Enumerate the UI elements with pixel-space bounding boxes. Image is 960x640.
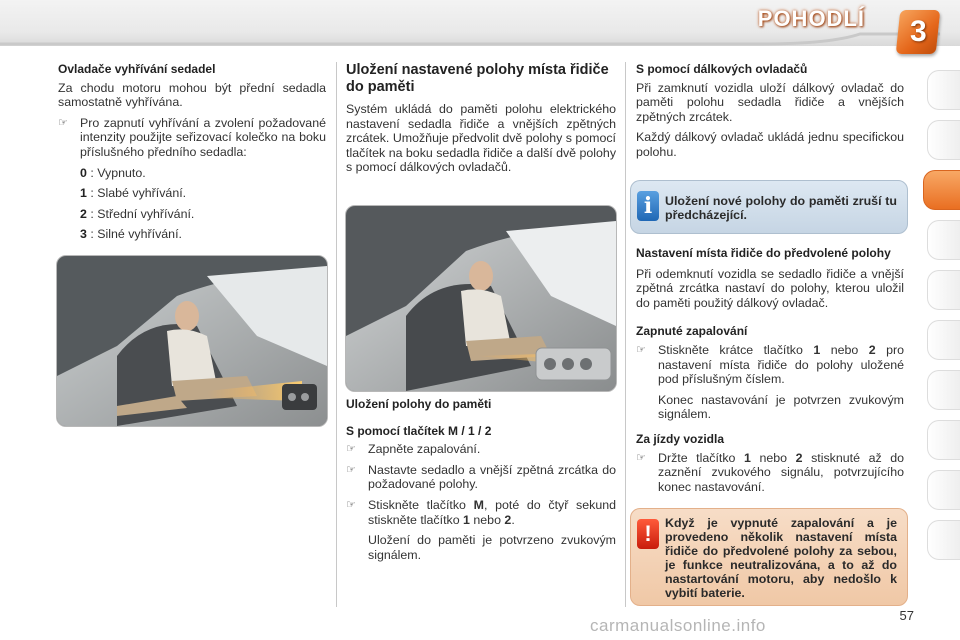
remote-paragraph-1: Při zamknutí vozidla uloží dálkový ovladač do paměti polohu sedadla řidiče a vnějších zpětných zrcátek. — [636, 80, 904, 124]
thumb-tab-7[interactable] — [927, 370, 960, 410]
step-ignition: ☞ Zapněte zapalování. — [346, 442, 481, 457]
header-swoosh — [0, 30, 940, 48]
heat-level-1: 1 : Slabé vyhřívání. — [80, 186, 187, 201]
remote-paragraph-2: Každý dálkový ovladač ukládá jednu specifickou polohu. — [636, 130, 904, 159]
store-position-heading: Uložení polohy do paměti — [346, 397, 492, 411]
heat-level-2: 2 : Střední vyhřívání. — [80, 206, 195, 221]
ignition-heading: Zapnuté zapalování — [636, 324, 748, 339]
thumb-tab-6[interactable] — [927, 320, 960, 360]
seat-heating-heading: Ovladače vyhřívání sedadel — [58, 62, 216, 76]
driving-heading: Za jízdy vozidla — [636, 431, 725, 446]
memory-buttons-illustration — [346, 206, 616, 391]
memory-confirm-text: Uložení do paměti je potvrzeno zvukovým signálem. — [368, 533, 616, 562]
page-number: 57 — [899, 608, 914, 624]
hand-pointer-icon: ☞ — [346, 498, 356, 511]
side-thumb-tabs — [924, 70, 960, 610]
column-divider-1 — [336, 62, 337, 607]
watermark: carmanualsonline.info — [590, 616, 766, 636]
memory-section-heading: Uložení nastavené polohy místa řidiče do paměti — [346, 62, 609, 95]
seat-heating-photo — [56, 255, 328, 427]
seat-heating-illustration — [57, 256, 327, 426]
left-column — [58, 62, 326, 248]
step-press-m: ☞ Stiskněte tlačítko M, poté do čtyř sekund stiskněte tlačítko 1 nebo 2. — [346, 497, 616, 527]
driving-step: ☞ Držte tlačítko 1 nebo 2 stisknuté až do zaznění zvukového signálu, potvrzujícího konec nastavování. — [636, 450, 905, 494]
info-box — [630, 180, 908, 234]
preset-heading: Nastavení místa řidiče do předvolené polohy — [636, 246, 891, 260]
right-column-bottom — [636, 246, 904, 500]
ignition-step: ☞ Stiskněte krátce tlačítko 1 nebo 2 pro nastavení místa řidiče do polohy uložené pod příslušným číslem. — [636, 342, 904, 387]
hand-pointer-icon: ☞ — [58, 116, 68, 129]
thumb-tab-4[interactable] — [927, 220, 960, 260]
seat-heating-bullet — [58, 116, 326, 160]
ignition-confirm: Konec nastavování je potvrzen zvukovým signálem. — [658, 392, 904, 422]
warning-icon: ! — [637, 519, 659, 549]
warning-box — [630, 508, 908, 606]
middle-steps — [346, 397, 616, 568]
hand-pointer-icon: ☞ — [636, 343, 646, 356]
remote-heading: S pomocí dálkových ovladačů — [636, 62, 808, 76]
seat-heating-intro: Za chodu motoru mohou být přední sedadla samostatně vyhřívána. — [58, 80, 326, 110]
warning-text: Když je vypnuté zapalování a je provedeno několik nastavení místa řidiče do předvolené polohy za sebou, je funkce neutralizována, a to až do nastartování motoru, aby nedošlo k vybití baterie. — [665, 516, 897, 600]
chapter-number: 3 — [909, 14, 927, 48]
memory-intro: Systém ukládá do paměti polohu elektrického nastavení sedadla řidiče a vnějších zpětných zrcátek. Umožňuje předvolit dvě polohy s pomocí tlačítek na boku sedadla řidiče a další dvě polohy s pomocí dálkových ovladačů. — [346, 102, 617, 175]
middle-column — [346, 62, 616, 181]
heat-level-0: 0 : Vypnuto. — [80, 165, 146, 180]
hand-pointer-icon: ☞ — [636, 451, 646, 464]
hand-pointer-icon: ☞ — [346, 463, 356, 476]
right-column-top — [636, 62, 904, 166]
chapter-number-tab — [896, 10, 941, 54]
thumb-tab-1[interactable] — [927, 70, 960, 110]
thumb-tab-3-active[interactable] — [923, 170, 960, 210]
column-divider-2 — [625, 62, 626, 607]
info-icon: i — [637, 191, 659, 221]
thumb-tab-8[interactable] — [927, 420, 960, 460]
seat-heating-bullet-text: Pro zapnutí vyhřívání a zvolení požadované intenzity použijte seřizovací kolečko na boku příslušného předního sedadla: — [80, 115, 326, 159]
hand-pointer-icon: ☞ — [346, 443, 356, 456]
thumb-tab-10[interactable] — [927, 520, 960, 560]
preset-paragraph: Při odemknutí vozidla se sedadlo řidiče a vnější zpětná zrcátka nastaví do polohy, kterou uložil do paměti použitý dálkový ovladač. — [636, 266, 904, 310]
step-adjust: ☞ Nastavte sedadlo a vnější zpětná zrcátka do požadované polohy. — [346, 462, 616, 492]
thumb-tab-2[interactable] — [927, 120, 960, 160]
thumb-tab-5[interactable] — [927, 270, 960, 310]
buttons-heading: S pomocí tlačítek M / 1 / 2 — [346, 423, 492, 438]
memory-buttons-photo — [345, 205, 617, 392]
heat-level-3: 3 : Silné vyhřívání. — [80, 227, 182, 242]
thumb-tab-9[interactable] — [927, 470, 960, 510]
info-text: Uložení nové polohy do paměti zruší tu předcházející. — [665, 194, 897, 222]
chapter-title: POHODLÍ — [757, 6, 865, 31]
